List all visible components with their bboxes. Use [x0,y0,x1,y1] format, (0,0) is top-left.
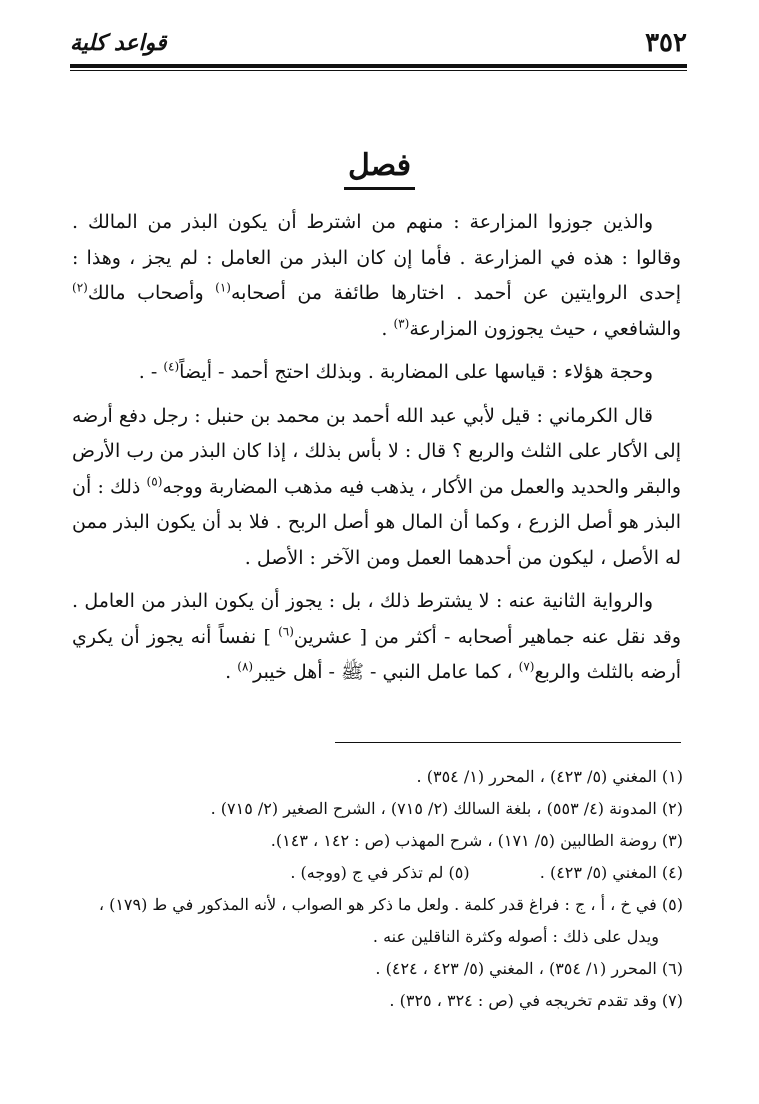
footnote-2: (٢) المدونة (٤/ ٥٥٣) ، بلغة السالك (٢/ ٧١٥) ، الشرح الصغير (٢/ ٧١٥) . [210,799,683,818]
p1-line-3: إحدى الروايتين عن أحمد . اختارها طائفة من أصحابه [230,282,681,304]
header-rule-thin [70,70,687,71]
footnote-5: (٥) في خ ، أ ، ج : فراغ قدر كلمة . ولعل ما ذكر هو الصواب ، لأنه المذكور في ط (١٧٩) ، [98,895,683,914]
running-title: قواعد كلية [70,30,167,56]
p1-line-4: والشافعي ، حيث يجوزون المزارعة [409,317,681,340]
footnote-ref-6[interactable]: (٦) [278,624,294,639]
footnote-4b: (٥) لم تذكر في ج (ووجه) . [290,863,470,882]
p2-tail: - . [138,361,164,383]
footnote-6: (٦) المحرر (١/ ٣٥٤) ، المغني (٥/ ٤٢٣ ، ٤٢٤) . [375,959,683,978]
p2-text: وحجة هؤلاء : قياسها على المضاربة . وبذلك احتج أحمد - أيضاً [179,361,653,383]
footnote-7: (٧) وقد تقدم تخريجه في (ص : ٣٢٤ ، ٣٢٥) . [389,991,683,1010]
footnote-5-continued: ويدل على ذلك : أصوله وكثرة الناقلين عنه . [372,927,659,946]
footnote-ref-2[interactable]: (٢) [72,280,88,295]
p1-line-3b: وأصحاب مالك [87,282,204,304]
header-rule-thick [70,64,687,68]
footnote-3: (٣) روضة الطالبين (٥/ ١٧١) ، شرح المهذب (ص : ١٤٢ ، ١٤٣). [270,831,683,850]
footnote-1: (١) المغني (٥/ ٤٢٣) ، المحرر (١/ ٣٥٤) . [416,767,683,786]
p4-text-d: . [225,661,238,683]
footnote-ref-8[interactable]: (٨) [237,659,254,674]
section-heading-text: فصل [344,148,415,190]
p1-line-2: وقالوا : هذه في المزارعة . فأما إن كان البذر من العامل : لم يجز ، وهذا : [72,246,681,269]
paragraph-4 [72,584,681,691]
paragraph-1: والذين جوزوا المزارعة : منهم من اشترط أن يكون البذر من المالك . وقالوا : هذه في المزارعة . فأما إن كان البذر من العامل : لم يجز ، وهذا : إحدى الروايتين عن أحمد . اختارها طائفة من أصحابه$^{(١)}$ وأصحاب مالك$^{(٢)}$ والشافعي ، حيث يجوزون المزارعة$^{(٣)}$ . [72,211,681,340]
footnote-ref-4[interactable]: (٤) [163,359,180,374]
p4-text-c: ، كما عامل النبي - ﷺ - أهل خيبر [253,661,519,683]
footnotes [72,761,683,1017]
p3-text-a: قال الكرماني : قيل لأبي عبد الله أحمد بن محمد بن حنبل : رجل دفع أرضه إلى الأكار على الثلث والربع ؟ قال : لا بأس بذلك ، إذا كان البذر من رب الأرض والبقر والحديد والعمل من الأكار ، يذهب فيه مذهب المضاربة ووجه [72,404,682,498]
body-text [72,205,681,699]
footnote-ref-7[interactable]: (٧) [518,659,535,674]
p1-line-1: والذين جوزوا المزارعة : منهم من اشترط أن يكون البذر من المالك . [72,211,653,233]
page-number: ٣٥٢ [645,28,687,58]
footnote-separator [335,742,681,743]
paragraph-2 [72,355,681,391]
p3-text-b: ذلك : أن البذر هو أصل الزرع ، وكما أن المال هو أصل الربح . فلا بد أن يكون البذر ممن له الأصل ، ليكون من أحدهما العمل ومن الآخر : الأصل . [72,475,681,569]
footnote-4 [72,857,683,889]
page-header [70,26,687,60]
footnote-ref-3[interactable]: (٣) [393,316,410,331]
paragraph-3 [72,399,681,577]
p4-text-b: ] نفساً أنه يجوز أن يكري أرضه بالثلث والربع [72,625,681,683]
footnote-ref-1[interactable]: (١) [215,280,231,295]
footnote-ref-5[interactable]: (٥) [146,474,163,489]
section-heading [0,148,759,190]
p4-text-a: والرواية الثانية عنه : لا يشترط ذلك ، بل : يجوز أن يكون البذر من العامل . وقد نقل عنه جماهير أصحابه - أكثر من [ عشرين [72,590,681,648]
footnote-4a: (٤) المغني (٥/ ٤٢٣) . [539,863,683,882]
